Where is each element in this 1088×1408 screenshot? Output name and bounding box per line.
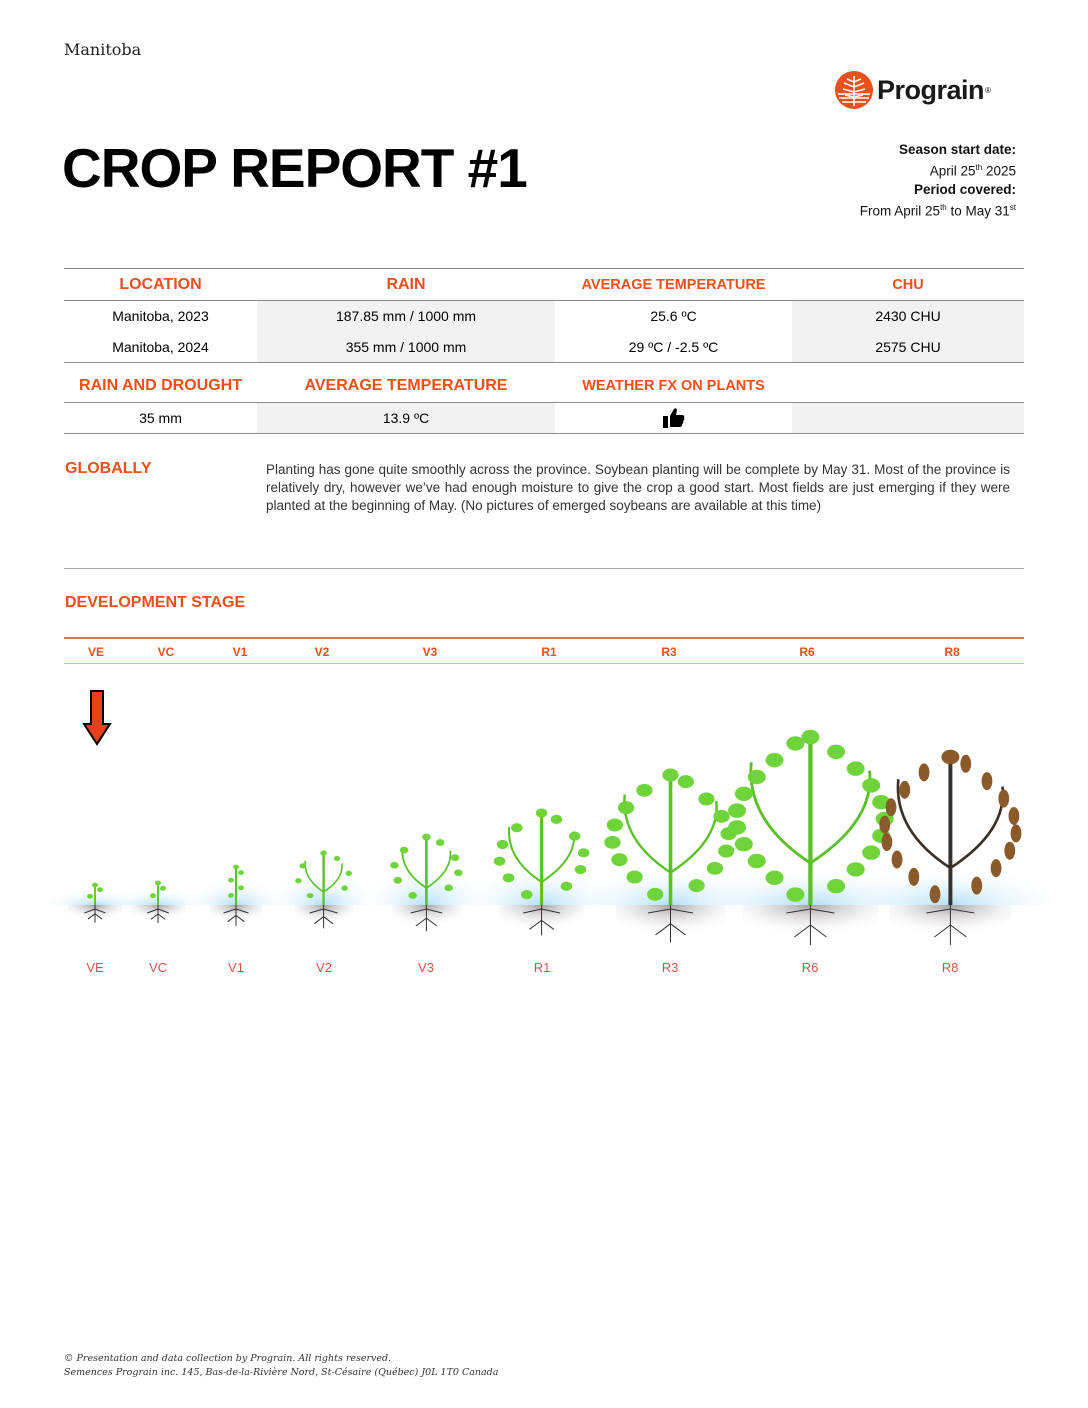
plant-label-r8: R8 xyxy=(941,960,959,975)
cell-weather-fx xyxy=(555,402,792,433)
current-weather-table xyxy=(64,370,1024,434)
header-rain: RAIN xyxy=(386,275,426,293)
plant-label-ve: VE xyxy=(86,960,104,975)
region-label: Manitoba xyxy=(64,40,142,59)
plant-v3-icon xyxy=(369,827,484,950)
table-row xyxy=(64,402,1024,433)
stage-bar-top-rule xyxy=(64,637,1024,639)
cell-rain-drought: 35 mm xyxy=(139,409,182,426)
table-header-row xyxy=(64,370,1024,402)
development-stage-heading: DEVELOPMENT STAGE xyxy=(65,594,246,611)
stage-label-v3: V3 xyxy=(422,645,438,659)
section-divider xyxy=(64,568,1024,569)
stage-label-r3: R3 xyxy=(661,645,677,659)
report-dates xyxy=(860,141,1016,220)
plant-label-r3: R3 xyxy=(661,960,679,975)
stage-label-r6: R6 xyxy=(799,645,815,659)
thumbs-up-icon xyxy=(662,407,686,429)
plant-v2-icon xyxy=(275,843,372,950)
logo-mark-icon xyxy=(834,70,874,110)
stage-label-r1: R1 xyxy=(541,645,557,659)
cell-avg-temp: 13.9 ºC xyxy=(257,402,555,433)
season-start-value: April 25th 2025 xyxy=(929,163,1016,179)
period-label: Period covered: xyxy=(913,181,1016,197)
cell-location: Manitoba, 2023 xyxy=(112,308,209,325)
cell-chu: 2430 CHU xyxy=(792,301,1024,332)
plant-label-v1: V1 xyxy=(228,960,244,975)
globally-text: Planting has gone quite smoothly across the province. Soybean planting will be complete by May 31. Most of the province is relatively dry, however we’ve had enough moisture to give the crop a good start. Most fields are just emerging if they were planted at the beginning of May. (No pictures of emerged soybeans are available at this time) xyxy=(266,462,1010,513)
plant-label-r6: R6 xyxy=(801,960,819,975)
header-avg-temp: AVERAGE TEMPERATURE xyxy=(581,276,766,293)
plant-label-v3: V3 xyxy=(418,960,434,975)
cell-avg-temp: 29 ºC / -2.5 ºC xyxy=(628,338,719,355)
current-stage-arrow-icon xyxy=(82,690,112,746)
plant-label-vc: VC xyxy=(148,960,168,975)
stage-label-vc: VC xyxy=(157,645,175,659)
footer-address: Semences Prograin inc. 145, Bas-de-la-Rivière Nord, St-Césaire (Québec) J0L 1T0 Canada xyxy=(64,1367,499,1378)
weather-history-table xyxy=(64,268,1024,363)
table-row xyxy=(64,332,1024,363)
page-title: CROP REPORT #1 xyxy=(62,137,527,199)
header-rain-drought: RAIN AND DROUGHT xyxy=(79,376,242,394)
plant-label-r1: R1 xyxy=(533,960,551,975)
cell-rain: 355 mm / 1000 mm xyxy=(257,332,555,363)
header-chu: CHU xyxy=(892,276,924,293)
cell-avg-temp: 25.6 ºC xyxy=(650,308,697,325)
cell-chu: 2575 CHU xyxy=(792,332,1024,363)
stage-label-ve: VE xyxy=(87,645,105,659)
stage-label-r8: R8 xyxy=(944,645,960,659)
cell-rain: 187.85 mm / 1000 mm xyxy=(257,301,555,332)
plant-label-v2: V2 xyxy=(316,960,332,975)
logo-wordmark: Prograin xyxy=(877,74,985,105)
stage-bar-bottom-rule xyxy=(64,663,1024,664)
cell-location: Manitoba, 2024 xyxy=(112,338,209,355)
header-avg-temp: AVERAGE TEMPERATURE xyxy=(304,376,508,394)
table-row xyxy=(64,301,1024,332)
globally-heading: GLOBALLY xyxy=(65,460,152,477)
header-location: LOCATION xyxy=(119,275,202,293)
period-value: From April 25th to May 31st xyxy=(859,202,1016,218)
header-weather-fx: WEATHER FX ON PLANTS xyxy=(582,377,765,394)
prograin-logo xyxy=(834,68,1004,112)
cell-empty xyxy=(792,402,1024,433)
plant-r8-icon xyxy=(849,747,1052,950)
plant-v1-icon xyxy=(191,857,281,950)
plant-vc-icon xyxy=(113,873,203,950)
header-empty xyxy=(792,370,1024,402)
stage-label-v1: V1 xyxy=(232,645,248,659)
season-start-label: Season start date: xyxy=(898,142,1016,157)
footer-copyright: © Presentation and data collection by Prograin. All rights reserved. xyxy=(64,1353,392,1364)
stage-label-v2: V2 xyxy=(314,645,330,659)
registered-mark: ® xyxy=(985,85,991,95)
table-header-row xyxy=(64,269,1024,301)
